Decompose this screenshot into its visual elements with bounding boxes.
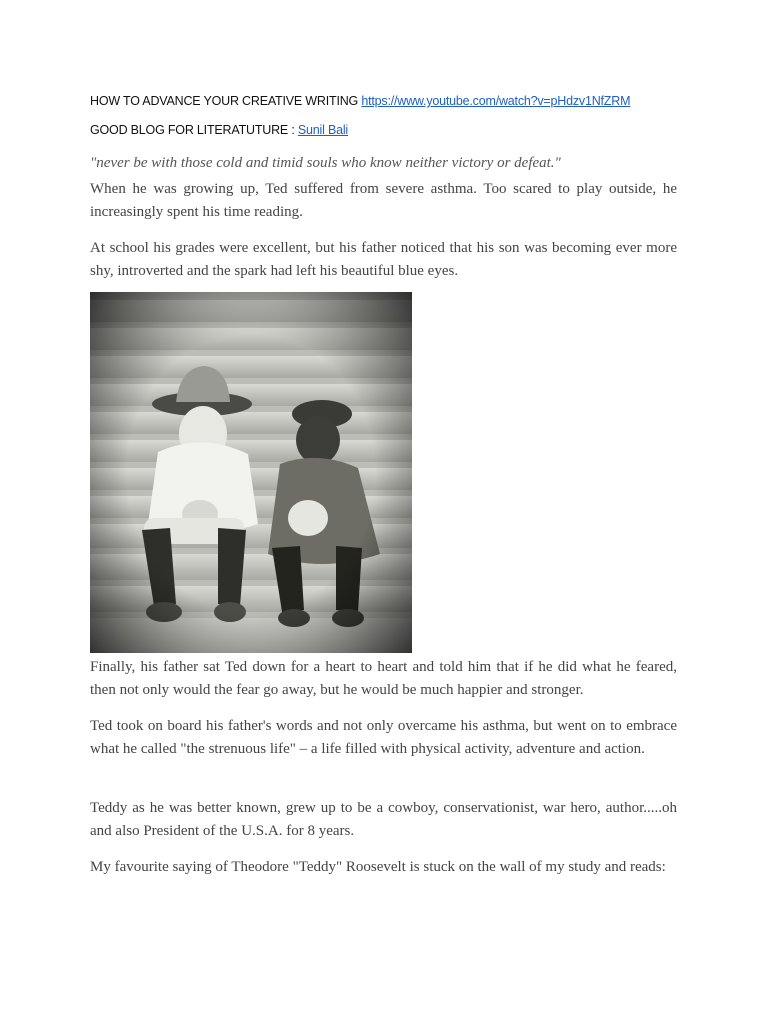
- blog-label: GOOD BLOG FOR LITERATUTURE :: [90, 123, 298, 137]
- photo-illustration: [90, 292, 412, 653]
- paragraph-strenuous-life: Ted took on board his father's words and not only overcame his asthma, but went on to embrace what he called "the strenuous life" – a life filled with physical activity, adventure and action.: [90, 718, 677, 757]
- paragraph-school: At school his grades were excellent, but his father noticed that his son was becoming ever more shy, introverted and the spark had left his beautiful blue eyes.: [90, 240, 677, 279]
- creative-writing-label: HOW TO ADVANCE YOUR CREATIVE WRITING: [90, 94, 362, 108]
- paragraph-teddy-career: Teddy as he was better known, grew up to be a cowboy, conservationist, war hero, author.....oh and also President of the U.S.A. for 8 years.: [90, 800, 677, 839]
- blog-line: [90, 123, 690, 137]
- youtube-link[interactable]: https://www.youtube.com/watch?v=pHdzv1NfZRM: [361, 94, 631, 108]
- vintage-photo-two-boys: [90, 292, 412, 653]
- sunil-bali-link[interactable]: Sunil Bali: [297, 123, 349, 137]
- paragraph-heart-to-heart: Finally, his father sat Ted down for a heart to heart and told him that if he did what he feared, then not only would the fear go away, but he would be much happier and stronger.: [90, 659, 677, 698]
- paragraph-favourite-saying: My favourite saying of Theodore "Teddy" Roosevelt is stuck on the wall of my study and reads:: [90, 859, 666, 875]
- roosevelt-quote: "never be with those cold and timid souls who know neither victory or defeat.": [90, 155, 561, 171]
- creative-writing-line: [90, 94, 690, 108]
- paragraph-asthma: When he was growing up, Ted suffered from severe asthma. Too scared to play outside, he increasingly spent his time reading.: [90, 181, 677, 220]
